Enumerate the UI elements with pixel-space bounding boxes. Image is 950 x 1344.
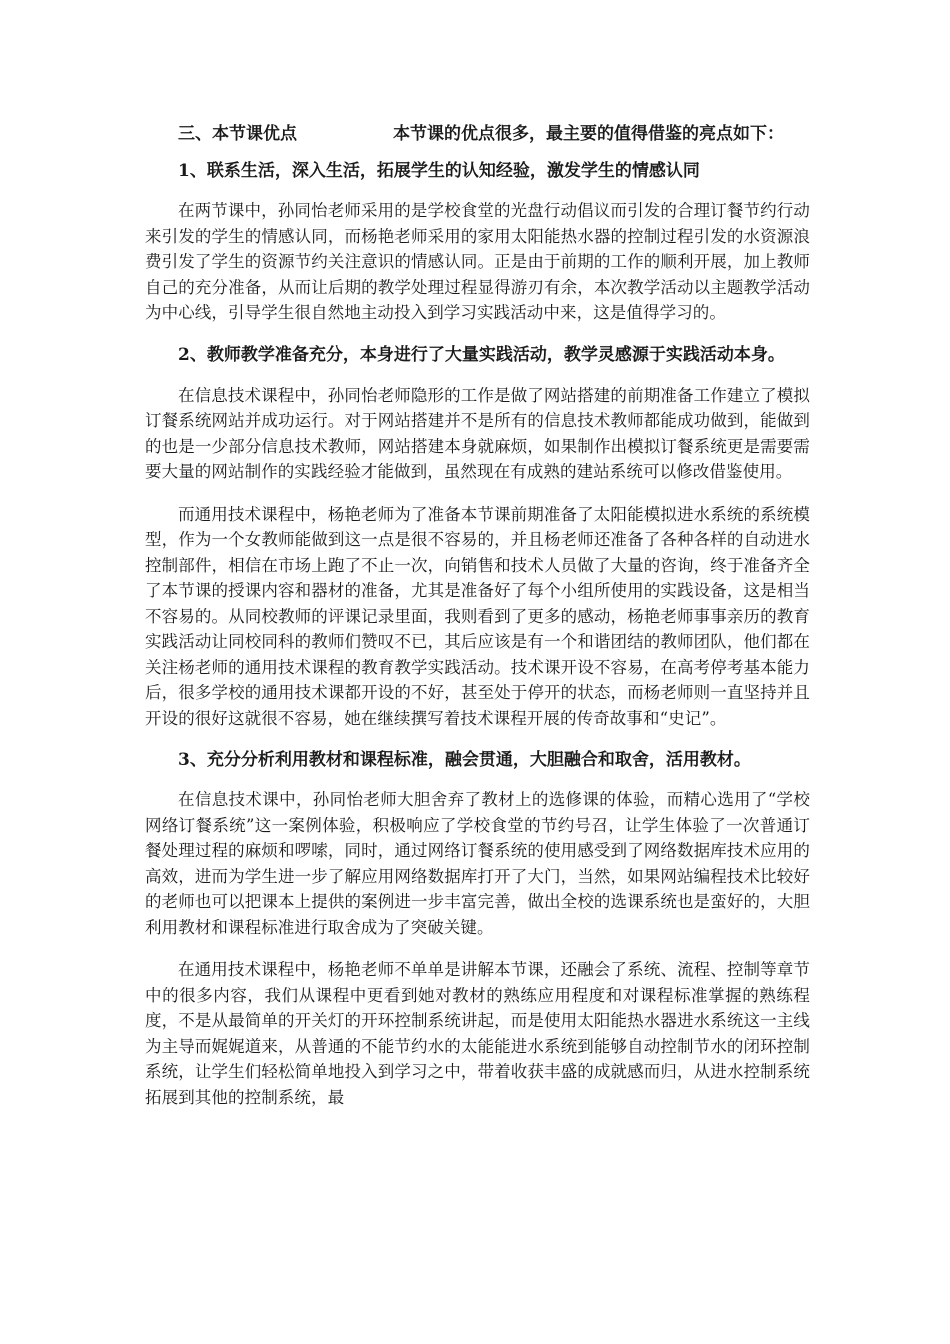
section-heading bbox=[145, 122, 810, 147]
point-2-paragraph-1: 在信息技术课程中，孙同怡老师隐形的工作是做了网站搭建的前期准备工作建立了模拟订餐系统网站并成功运行。对于网站搭建并不是所有的信息技术教师都能成功做到，能做到的也是一少部分信息技术教师，网站搭建本身就麻烦，如果制作出模拟订餐系统更是需要需要大量的网站制作的实践经验才能做到，虽然现在有成熟的建站系统可以修改借鉴使用。 bbox=[145, 385, 810, 481]
point-3-heading: 3、充分分析利用教材和课程标准，融会贯通，大胆融合和取舍，活用教材。 bbox=[178, 750, 751, 770]
point-1-paragraph-1: 在两节课中，孙同怡老师采用的是学校食堂的光盘行动倡议而引发的合理订餐节约行动来引发的学生的情感认同，而杨艳老师采用的家用太阳能热水器的控制过程引发的水资源浪费引发了学生的资源节约关注意识的情感认同。正是由于前期的工作的顺利开展，加上教师自己的充分准备，从而让后期的教学处理过程显得游刃有余，本次教学活动以主题教学活动为中心线，引导学生很自然地主动投入到学习实践活动中来，这是值得学习的。 bbox=[145, 201, 810, 322]
point-3-paragraph-2: 在通用技术课程中，杨艳老师不单单是讲解本节课，还融会了系统、流程、控制等章节中的很多内容，我们从课程中更看到她对教材的熟练应用程度和对课程标准掌握的熟练程度，不是从最简单的开关灯的开环控制系统讲起，而是使用太阳能热水器进水系统这一主线为主导而娓娓道来，从普通的不能节约水的太能能进水系统到能够自动控制节水的闭环控制系统，让学生们轻松简单地投入到学习之中，带着收获丰盛的成就感而归，从进水控制系统拓展到其他的控制系统，最 bbox=[145, 960, 810, 1107]
point-3-paragraph-1: 在信息技术课中，孙同怡老师大胆舍弃了教材上的选修课的体验，而精心选用了“学校网络订餐系统”这一案例体验，积极响应了学校食堂的节约号召，让学生体验了一次普通订餐处理过程的麻烦和啰嗦，同时，通过网络订餐系统的使用感受到了网络数据库技术应用的高效，进而为学生进一步了解应用网络数据库打开了大门，当然，如果网站编程技术比较好的老师也可以把课本上提供的案例进一步丰富完善，做出全校的选课系统也是蛮好的，大胆利用教材和课程标准进行取舍成为了突破关键。 bbox=[145, 790, 810, 937]
document-page bbox=[145, 122, 810, 1110]
point-2-heading: 2、教师教学准备充分，本身进行了大量实践活动，教学灵感源于实践活动本身。 bbox=[178, 344, 785, 365]
section-heading-text: 本节课的优点很多，最主要的值得借鉴的亮点如下： bbox=[393, 124, 784, 144]
point-1-heading: 1、联系生活，深入生活，拓展学生的认知经验，激发学生的情感认同 bbox=[178, 161, 700, 181]
point-2-paragraph-2: 而通用技术课程中，杨艳老师为了准备本节课前期准备了太阳能模拟进水系统的系统模型，作为一个女教师能做到这一点是很不容易的，并且杨老师还准备了各种各样的自动进水控制部件，相信在市场上跑了不止一次，向销售和技术人员做了大量的咨询，终于准备齐全了本节课的授课内容和器材的准备，尤其是准备好了每个小组所使用的实践设备，这是相当不容易的。从同校教师的评课记录里面，我则看到了更多的感动，杨艳老师事事亲历的教育实践活动让同校同科的教师们赞叹不已，其后应该是有一个和谐团结的教师团队，他们都在关注杨老师的通用技术课程的教育教学实践活动。技术课开设不容易，在高考停考基本能力后，很多学校的通用技术课都开设的不好，甚至处于停开的状态，而杨老师则一直坚持并且开设的很好这就很不容易，她在继续撰写着技术课程开展的传奇故事和“史记”。 bbox=[145, 504, 810, 728]
section-heading-label: 三、本节课优点 bbox=[178, 124, 297, 144]
